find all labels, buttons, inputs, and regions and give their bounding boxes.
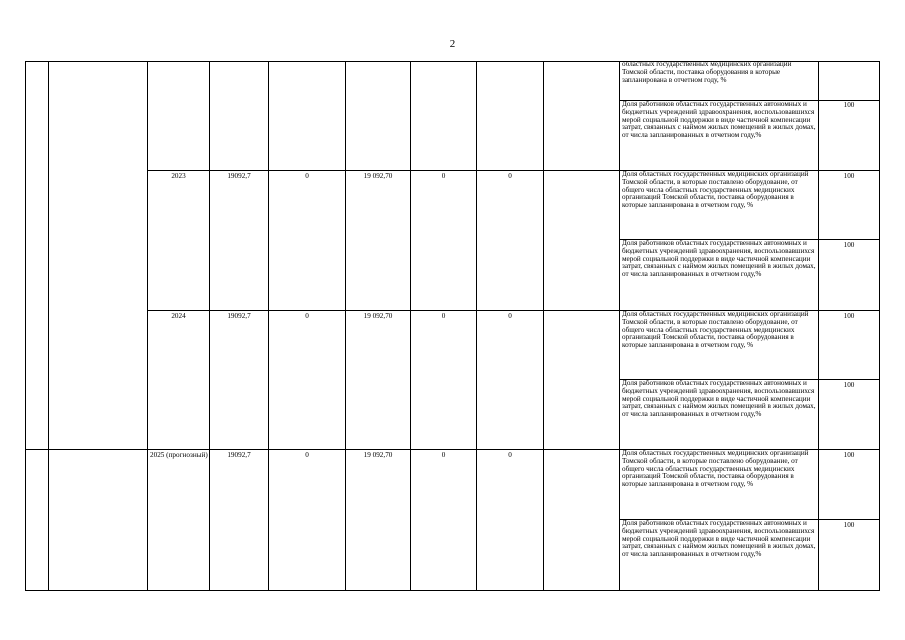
program-table (0, 61, 905, 591)
extrabudget-cell: 0 (508, 312, 512, 320)
local-cell: 0 (441, 172, 446, 180)
indicator-value: 100 (843, 312, 855, 320)
regional-cell: 19 092,70 (363, 451, 393, 459)
column-divider (619, 61, 620, 591)
federal-cell: 0 (305, 312, 309, 320)
table-border-right (879, 61, 880, 591)
column-divider (818, 61, 819, 591)
total-cell: 19092,7 (227, 451, 251, 459)
indicator-description-continued: областных государственных медицинских организаций Томской области, поставка оборудования в которые запланирована в отчетном году, % (622, 61, 792, 84)
total-cell: 19092,7 (227, 312, 251, 320)
column-divider (268, 61, 269, 591)
indicator-description: Доля областных государственных медицинских организаций Томской области, в которые поставлено оборудование, от общего числа областных государственных медицинских организаций Томской области, поставка оборудования в которые запланирована в отчетном году, % (622, 450, 809, 488)
local-cell: 0 (441, 451, 446, 459)
table-border-bottom (25, 590, 880, 591)
year-cell: 2023 (171, 172, 186, 180)
year-cell: 2025 (прогнозный) (150, 451, 208, 459)
indicator-value: 100 (843, 101, 855, 109)
indicator-description: Доля работников областных государственных автономных и бюджетных учреждений здравоохранения, воспользовавшихся мерой социальной поддержки в виде частичной компенсации затрат, связанных с наймом жилых помещений в жилых домах, от числа запланированных в отчетном году,% (622, 380, 816, 418)
column-divider (345, 61, 346, 591)
indicator-description: Доля областных государственных медицинских организаций Томской области, в которые поставлено оборудование, от общего числа областных государственных медицинских организаций Томской области, поставка оборудования в которые запланирована в отчетном году, % (622, 311, 809, 349)
local-cell: 0 (441, 312, 446, 320)
column-divider (209, 61, 210, 591)
indicator-description: Доля работников областных государственных автономных и бюджетных учреждений здравоохранения, воспользовавшихся мерой социальной поддержки в виде частичной компенсации затрат, связанных с наймом жилых помещений в жилых домах, от числа запланированных в отчетном году,% (622, 101, 816, 139)
regional-cell: 19 092,70 (363, 312, 393, 320)
total-cell: 19092,7 (227, 172, 251, 180)
extrabudget-cell: 0 (508, 451, 512, 459)
federal-cell: 0 (305, 451, 309, 459)
federal-cell: 0 (305, 172, 309, 180)
column-divider (410, 61, 411, 591)
extrabudget-cell: 0 (508, 172, 512, 180)
indicator-description: Доля работников областных государственных автономных и бюджетных учреждений здравоохранения, воспользовавшихся мерой социальной поддержки в виде частичной компенсации затрат, связанных с наймом жилых помещений в жилых домах, от числа запланированных в отчетном году,% (622, 520, 816, 558)
regional-cell: 19 092,70 (363, 172, 393, 180)
indicator-value: 100 (843, 172, 855, 180)
indicator-value: 100 (843, 521, 855, 529)
page-number: 2 (449, 38, 456, 50)
indicator-description: Доля областных государственных медицинских организаций Томской области, в которые поставлено оборудование, от общего числа областных государственных медицинских организаций Томской области, поставка оборудования в которые запланирована в отчетном году, % (622, 171, 809, 209)
column-divider (543, 61, 544, 591)
table-border-left (25, 61, 26, 591)
column-divider (147, 61, 148, 591)
column-divider (476, 61, 477, 591)
indicator-value: 100 (843, 381, 855, 389)
indicator-description: Доля работников областных государственных автономных и бюджетных учреждений здравоохранения, воспользовавшихся мерой социальной поддержки в виде частичной компенсации затрат, связанных с наймом жилых помещений в жилых домах, от числа запланированных в отчетном году,% (622, 240, 816, 278)
indicator-value: 100 (843, 241, 855, 249)
year-cell: 2024 (171, 312, 186, 320)
column-divider (48, 61, 49, 591)
indicator-value: 100 (843, 451, 855, 459)
